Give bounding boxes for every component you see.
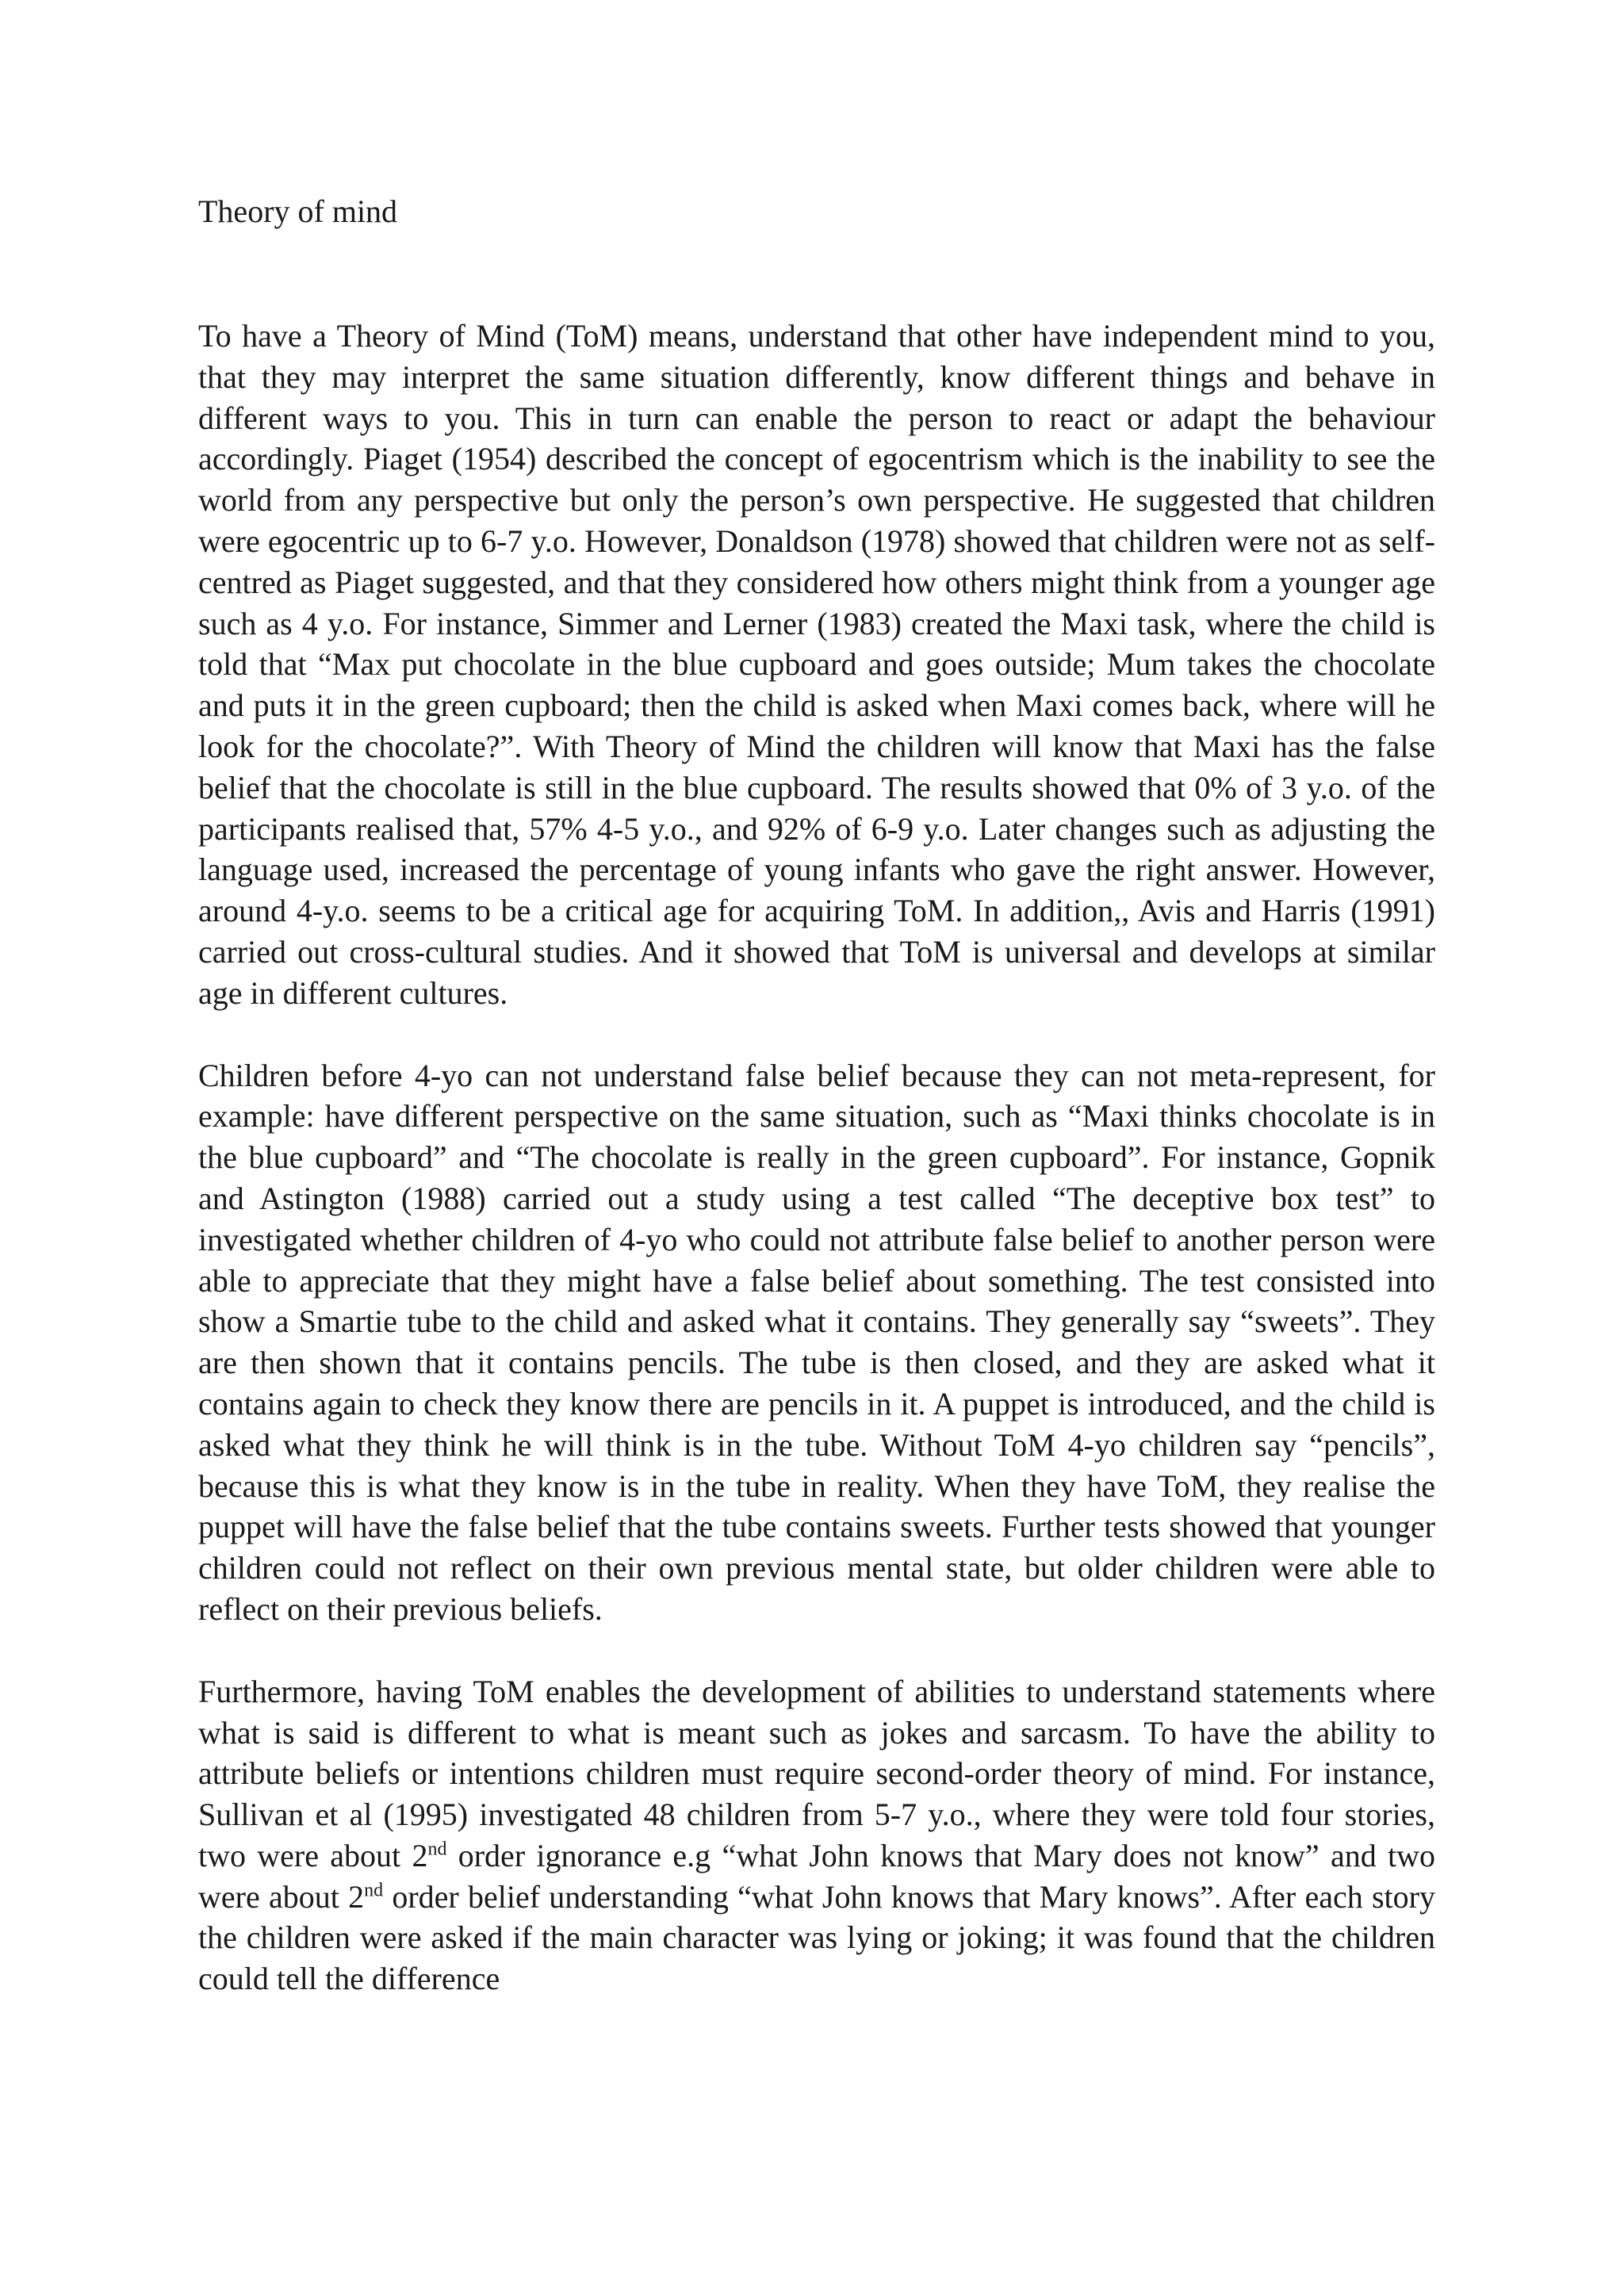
document-title: Theory of mind [198,193,398,229]
paragraph-false-belief: Children before 4-yo can not understand false belief because they can not meta-represent, for example: have different perspective on the same situation, such as “Maxi thinks chocolate is in the blue cupboard” and “The chocolate is really in the green cupboard”. For instance, Gopnik and Astington (1988) carried out a study using a test called “The deceptive box test” to investigated whether children of 4-yo who could not attribute false belief to another person were able to appreciate that they might have a false belief about something. The test consisted into show a Smartie tube to the child and asked what it contains. They generally say “sweets”. They are then shown that it contains pencils. The tube is then closed, and they are asked what it contains again to check they know there are pencils in it. A puppet is introduced, and the child is asked what they think he will think is in the tube. Without ToM 4-yo children say “pencils”, because this is what they know is in the tube in reality. When they have ToM, they realise the puppet will have the false belief that the tube contains sweets. Further tests showed that younger children could not reflect on their own previous mental state, but older children were able to reflect on their previous beliefs. [198,1057,1435,1627]
paragraph-second-order [198,1671,1435,1999]
paragraph-second-order-text-1: Furthermore, having ToM enables the development of abilities to understand statements where what is said is different to what is meant such as jokes and sarcasm. To have the ability to attribute beliefs or intentions children must require second-order theory of mind. For instance, Sullivan et al (1995) investigated 48 children from 5-7 y.o., where they were told four stories, two were about 2 [198,1673,1435,1873]
document-body [198,190,1435,2041]
ordinal-suffix: nd [364,1880,384,1901]
paragraph-tom-definition: To have a Theory of Mind (ToM) means, understand that other have independent mind to you, that they may interpret the same situation differently, know different things and behave in different ways to you. This in turn can enable the person to react or adapt the behaviour accordingly. Piaget (1954) described the concept of egocentrism which is the inability to see the world from any perspective but only the person’s own perspective. He suggested that children were egocentric up to 6-7 y.o. However, Donaldson (1978) showed that children were not as self-centred as Piaget suggested, and that they considered how others might think from a younger age such as 4 y.o. For instance, Simmer and Lerner (1983) created the Maxi task, where the child is told that “Max put chocolate in the blue cupboard and goes outside; Mum takes the chocolate and puts it in the green cupboard; then the child is asked when Maxi comes back, where will he look for the chocolate?”. With Theory of Mind the children will know that Maxi has the false belief that the chocolate is still in the blue cupboard. The results showed that 0% of 3 y.o. of the participants realised that, 57% 4-5 y.o., and 92% of 6-9 y.o. Later changes such as adjusting the language used, increased the percentage of young infants who gave the right answer. However, around 4-y.o. seems to be a critical age for acquiring ToM. In addition,, Avis and Harris (1991) carried out cross-cultural studies. And it showed that ToM is universal and develops at similar age in different cultures. [198,318,1435,1011]
ordinal-suffix: nd [427,1839,447,1860]
paragraph-second-order-text-3: order belief understanding “what John knows that Mary knows”. After each story the children were asked if the main character was lying or joking; it was found that the children could tell the difference [198,1878,1435,1997]
paragraph-second-order-text-2: order ignorance e.g “what John knows that Mary does not know” and two were about 2 [198,1837,1435,1915]
